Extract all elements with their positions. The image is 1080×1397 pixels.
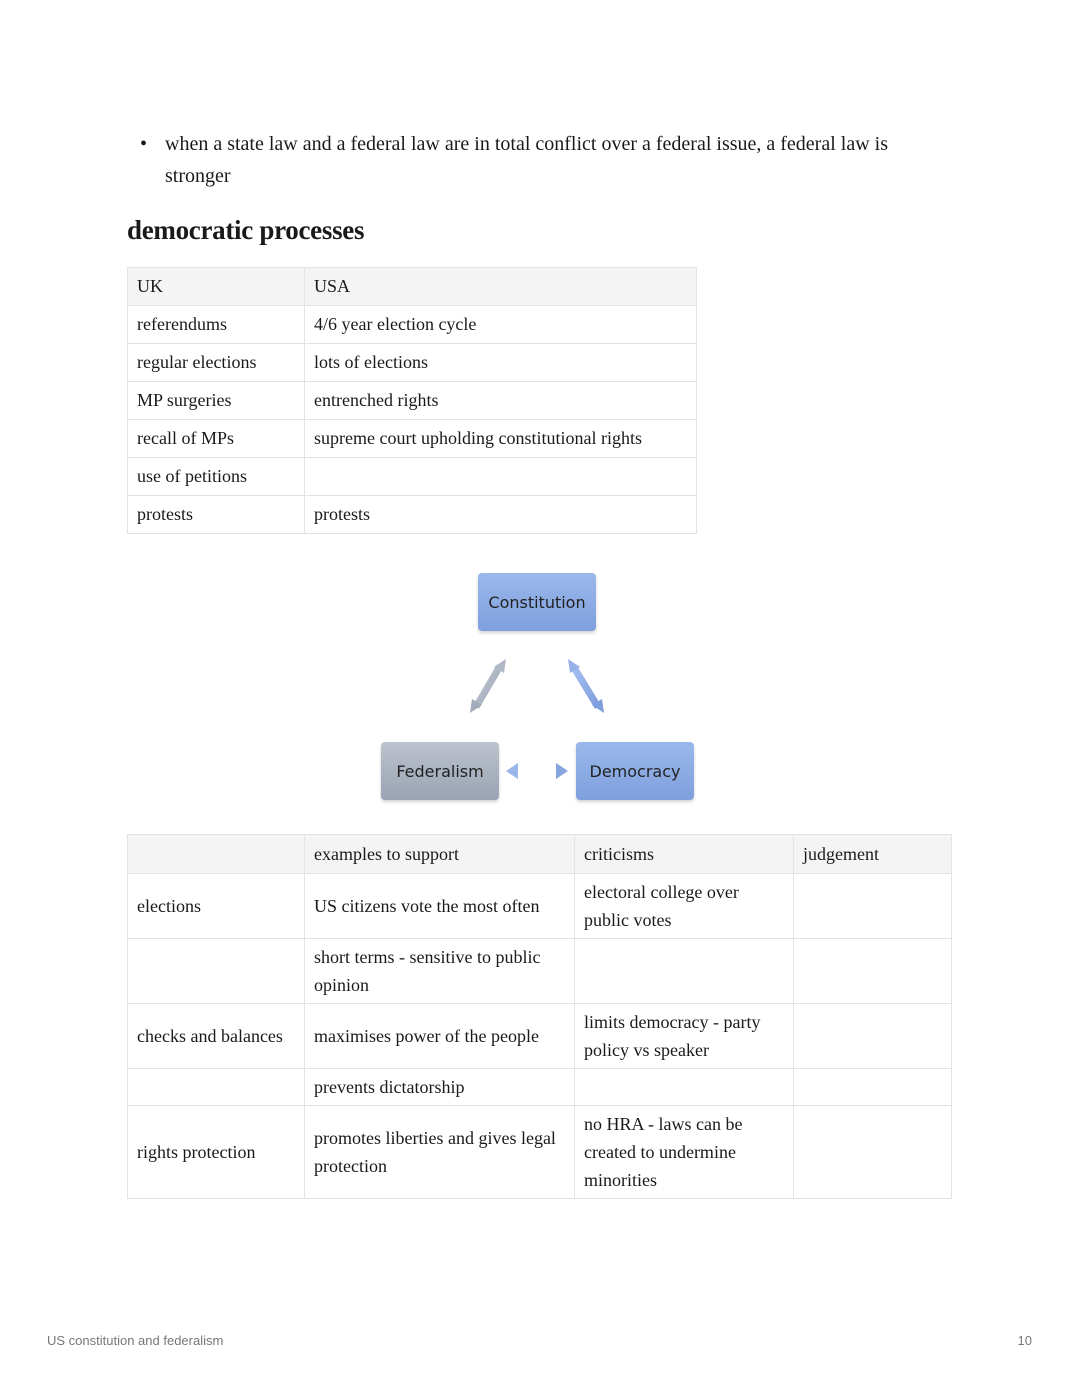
header-cell: judgement (794, 835, 952, 874)
table-row (128, 1004, 952, 1069)
table-cell: limits democracy - party policy vs speaker (575, 1004, 794, 1069)
footer-page-number: 10 (1017, 1333, 1032, 1348)
table-row (128, 939, 952, 1004)
table-cell: no HRA - laws can be created to undermine minorities (575, 1106, 794, 1199)
table-cell (794, 1106, 952, 1199)
footer-document-title: US constitution and federalism (47, 1333, 224, 1348)
table-cell: protests (305, 496, 697, 534)
table-cell: electoral college over public votes (575, 874, 794, 939)
table-cell (794, 1004, 952, 1069)
democracy-evaluation-table (127, 834, 952, 1199)
arrow-federalism-democracy (506, 763, 568, 779)
table-cell: entrenched rights (305, 382, 697, 420)
table-cell: referendums (128, 306, 305, 344)
bullet-dot: • (140, 133, 148, 155)
table-cell: MP surgeries (128, 382, 305, 420)
constitution-node: Constitution (478, 573, 596, 631)
table-cell: US citizens vote the most often (305, 874, 575, 939)
table-cell (128, 939, 305, 1004)
table-cell: use of petitions (128, 458, 305, 496)
header-cell: USA (305, 268, 697, 306)
table-cell: promotes liberties and gives legal protection (305, 1106, 575, 1199)
table-cell (794, 874, 952, 939)
table-cell (128, 1069, 305, 1106)
table-cell: checks and balances (128, 1004, 305, 1069)
table-cell: supreme court upholding constitutional rights (305, 420, 697, 458)
bullet-text: when a state law and a federal law are in total conflict over a federal issue, a federal law is stronger (165, 133, 888, 187)
table-cell: short terms - sensitive to public opinion (305, 939, 575, 1004)
header-cell: criticisms (575, 835, 794, 874)
table-cell (575, 1069, 794, 1106)
table-cell (794, 1069, 952, 1106)
table-row (128, 874, 952, 939)
table-cell: prevents dictatorship (305, 1069, 575, 1106)
federalism-node: Federalism (381, 742, 499, 800)
table-cell: recall of MPs (128, 420, 305, 458)
table-header-row (128, 835, 952, 874)
table-cell: maximises power of the people (305, 1004, 575, 1069)
arrow-constitution-democracy (568, 659, 604, 713)
section-heading: democratic processes (127, 215, 365, 245)
table-cell (575, 939, 794, 1004)
table-cell: protests (128, 496, 305, 534)
table-cell: elections (128, 874, 305, 939)
header-cell: examples to support (305, 835, 575, 874)
table-cell (794, 939, 952, 1004)
table-cell: lots of elections (305, 344, 697, 382)
table-cell: rights protection (128, 1106, 305, 1199)
table-cell: regular elections (128, 344, 305, 382)
arrow-federalism-constitution (470, 659, 506, 713)
header-cell (128, 835, 305, 874)
table-cell: 4/6 year election cycle (305, 306, 697, 344)
table-row (128, 1069, 952, 1106)
header-cell: UK (128, 268, 305, 306)
table-row (128, 1106, 952, 1199)
democracy-node: Democracy (576, 742, 694, 800)
